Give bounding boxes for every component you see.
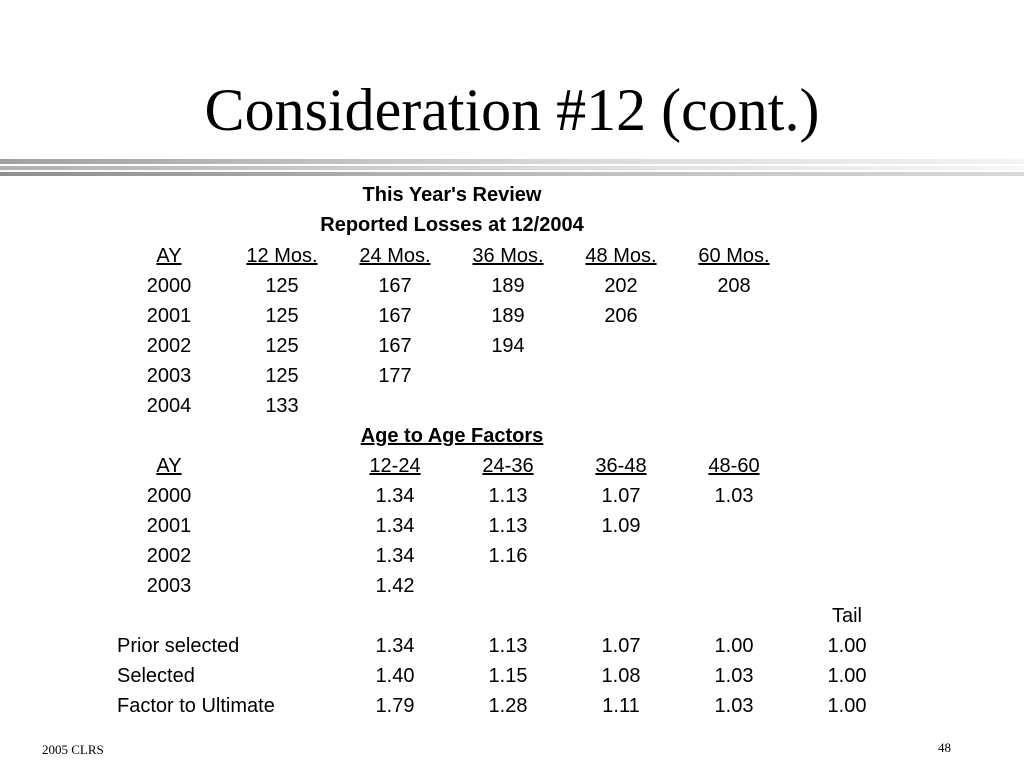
table-cell: 125: [265, 365, 299, 387]
table-cell: 2001: [146, 305, 192, 327]
table-cell: 2002: [146, 335, 192, 357]
reported-row: [0, 271, 1024, 301]
column-header-12-24: 12-24: [369, 455, 421, 477]
reported-row: [0, 301, 1024, 331]
table-cell: 2003: [146, 575, 192, 597]
table-cell: 1.09: [601, 515, 641, 537]
reported-header-row: [0, 241, 1024, 271]
table-cell: 2003: [146, 365, 192, 387]
divider-line-2: [0, 166, 1024, 170]
summary-row-factor-to-ultimate: [0, 691, 1024, 721]
table-cell: 206: [604, 305, 638, 327]
reported-row: [0, 331, 1024, 361]
summary-row-selected: [0, 661, 1024, 691]
divider-line-1: [0, 159, 1024, 164]
table-cell: 1.34: [375, 635, 415, 657]
table-cell: 1.03: [714, 695, 754, 717]
column-header-48mos: 48 Mos.: [585, 245, 657, 267]
footer-organization: 2005 CLRS: [42, 742, 104, 757]
column-header-36-48: 36-48: [595, 455, 647, 477]
reported-heading-2: Reported Losses at 12/2004: [320, 214, 584, 236]
column-header-48-60: 48-60: [708, 455, 760, 477]
divider-line-3: [0, 172, 1024, 176]
table-cell: 177: [378, 365, 412, 387]
column-header-ay: AY: [156, 455, 182, 477]
column-header-tail: Tail: [831, 605, 862, 627]
table-cell: 1.16: [488, 545, 528, 567]
table-cell: 2004: [146, 395, 192, 417]
tail-header-row: [0, 601, 1024, 631]
table-cell: 1.28: [488, 695, 528, 717]
column-header-12mos: 12 Mos.: [246, 245, 318, 267]
factors-row: [0, 481, 1024, 511]
table-cell: 1.40: [375, 665, 415, 687]
table-cell: 1.79: [375, 695, 415, 717]
table-cell: 208: [717, 275, 751, 297]
table-cell: 125: [265, 305, 299, 327]
column-header-24-36: 24-36: [482, 455, 534, 477]
summary-row-prior-selected: [0, 631, 1024, 661]
reported-row: [0, 391, 1024, 421]
table-cell: 1.07: [601, 635, 641, 657]
table-cell: 125: [265, 275, 299, 297]
table-cell: 1.34: [375, 485, 415, 507]
table-cell: 189: [491, 275, 525, 297]
table-cell: 1.34: [375, 545, 415, 567]
column-header-24mos: 24 Mos.: [359, 245, 431, 267]
title-divider: [0, 159, 1024, 179]
table-cell: 2001: [146, 515, 192, 537]
factors-row: [0, 511, 1024, 541]
factors-heading: Age to Age Factors: [360, 425, 544, 447]
table-cell: 1.13: [488, 485, 528, 507]
table-cell: 167: [378, 335, 412, 357]
table-cell: 125: [265, 335, 299, 357]
table-cell: 1.00: [827, 635, 867, 657]
factors-header-row: [0, 451, 1024, 481]
table-cell: 1.13: [488, 515, 528, 537]
table-cell: 1.13: [488, 635, 528, 657]
table-cell: 1.00: [714, 635, 754, 657]
table-cell: 2000: [146, 275, 192, 297]
table-cell: 189: [491, 305, 525, 327]
column-header-36mos: 36 Mos.: [472, 245, 544, 267]
table-cell: 1.42: [375, 575, 415, 597]
table-cell: 2002: [146, 545, 192, 567]
reported-row: [0, 361, 1024, 391]
page-number: 48: [938, 740, 951, 755]
table-cell: 1.11: [602, 695, 640, 717]
table-cell: 1.00: [827, 665, 867, 687]
table-cell: 2000: [146, 485, 192, 507]
table-cell: 167: [378, 275, 412, 297]
column-header-60mos: 60 Mos.: [698, 245, 770, 267]
table-cell: 1.00: [827, 695, 867, 717]
row-label: Selected: [117, 665, 195, 687]
table-cell: 1.07: [601, 485, 641, 507]
table-cell: 194: [491, 335, 525, 357]
table-cell: 1.08: [601, 665, 641, 687]
reported-heading-1: This Year's Review: [362, 184, 542, 206]
table-cell: 1.15: [488, 665, 528, 687]
table-cell: 1.03: [714, 665, 754, 687]
table-cell: 133: [265, 395, 299, 417]
table-cell: 167: [378, 305, 412, 327]
factors-row: [0, 571, 1024, 601]
column-header-ay: AY: [156, 245, 182, 267]
table-cell: 202: [604, 275, 638, 297]
slide-title: Consideration #12 (cont.): [204, 77, 820, 143]
row-label: Factor to Ultimate: [117, 695, 275, 717]
factors-row: [0, 541, 1024, 571]
table-cell: 1.03: [714, 485, 754, 507]
row-label: Prior selected: [117, 635, 240, 657]
table-cell: 1.34: [375, 515, 415, 537]
